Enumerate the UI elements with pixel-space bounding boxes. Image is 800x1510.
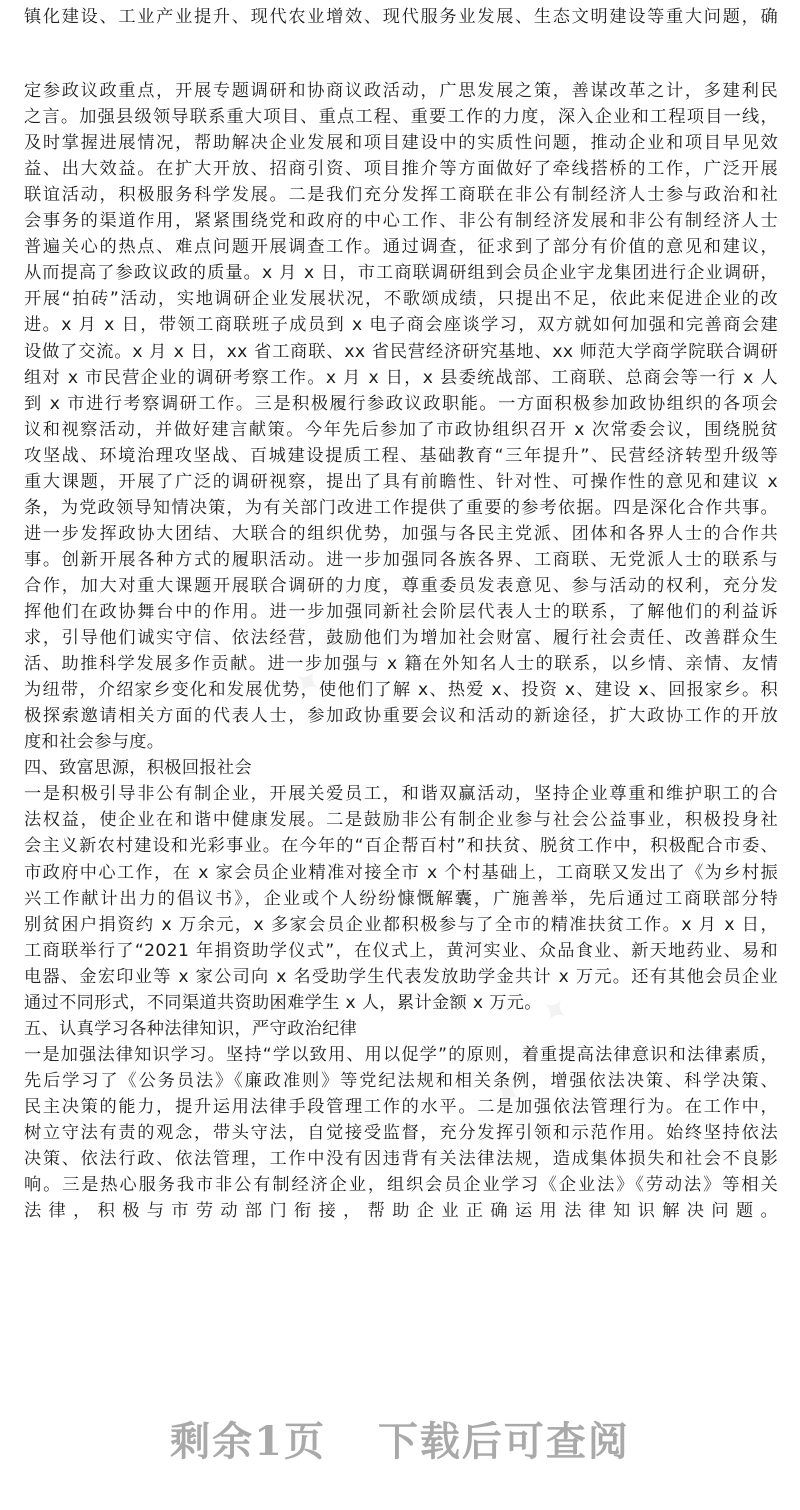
- section-heading: 四、致富思源，积极回报社会: [24, 758, 252, 779]
- text-line: 进。x 月 x 日，带领工商联班子成员到 x 电子商会座谈学习，双方就如何加强和完善商会建: [24, 315, 778, 336]
- text-line: 先后学习了《公务员法》《廉政准则》等党纪法规和相关条例，增强依法决策、科学决策、: [24, 1070, 778, 1091]
- text-line: 兴工作献计出力的倡议书》，企业或个人纷纷慷慨解囊，广施善举，先后通过工商联部分特: [24, 888, 778, 909]
- text-line: 重大课题，开展了广泛的调研视察，提出了具有前瞻性、针对性、可操作性的意见和建议 x: [24, 471, 778, 492]
- text-line: 进一步发挥政协大团结、大联合的组织优势，加强与各民主党派、团体和各界人士的合作共: [24, 523, 778, 544]
- text-line: 电器、金宏印业等 x 家公司向 x 名受助学生代表发放助学金共计 x 万元。还有其他会员企业: [24, 966, 778, 987]
- text-line: 开展“拍砖”活动，实地调研企业发展状况，不歌颂成绩，只提出不足，依此来促进企业的改: [24, 289, 778, 310]
- remaining-pages-label: 剩余1页: [170, 1418, 326, 1465]
- text-line: 市政府中心工作，在 x 家会员企业精准对接全市 x 个村基础上，工商联又发出了《为乡村振: [24, 862, 778, 883]
- text-line: 别贫困户捐资约 x 万余元，x 多家会员企业都积极参与了全市的精准扶贫工作。x 月 x 日，: [24, 914, 778, 935]
- text-line: 从而提高了参政议政的质量。x 月 x 日，市工商联调研组到会员企业宇龙集团进行企业调研，: [24, 263, 778, 284]
- download-hint-label: 下载后可查阅: [377, 1418, 630, 1465]
- text-line: 益、出大效益。在扩大开放、招商引资、项目推介等方面做好了牵线搭桥的工作，广泛开展: [24, 159, 778, 180]
- text-line: 求，引导他们诚实守信、依法经营，鼓励他们为增加社会财富、履行社会责任、改善群众生: [24, 628, 778, 649]
- watermark: ✦ ✦ ✦: [284, 574, 383, 706]
- text-line: 民主决策的能力，提升运用法律手段管理工作的水平。二是加强依法管理行为。在工作中，: [24, 1096, 778, 1117]
- text-line: 之言。加强县级领导联系重大项目、重点工程、重要工作的力度，深入企业和工程项目一线，: [24, 107, 778, 128]
- text-line: 一是加强法律知识学习。坚持“学以致用、用以促学”的原则，着重提高法律意识和法律素质，: [24, 1044, 778, 1065]
- text-line: 决策、依法行政、依法管理，工作中没有因违背有关法律法规，造成集体损失和社会不良影: [24, 1149, 778, 1170]
- section-heading: 五、认真学习各种法律知识，严守政治纪律: [24, 1018, 358, 1039]
- text-line: 议和视察活动，并做好建言献策。今年先后参加了市政协组织召开 x 次常委会议，围绕脱贫: [24, 419, 778, 440]
- text-line: 一是积极引导非公有制企业，开展关爱员工，和谐双赢活动，坚持企业尊重和维护职工的合: [24, 784, 778, 805]
- text-line: 会主义新农村建设和光彩事业。在今年的“百企帮百村”和扶贫、脱贫工作中，积极配合市委、: [24, 836, 778, 857]
- text-line: 树立守法有责的观念，带头守法，自觉接受监督，充分发挥引领和示范作用。始终坚持依法: [24, 1123, 778, 1143]
- text-line: 及时掌握进展情况，帮助解决企业发展和项目建设中的实质性问题，推动企业和项目早见效: [24, 133, 778, 154]
- text-line: 响。三是热心服务我市非公有制经济企业，组织会员企业学习《企业法》《劳动法》等相关: [24, 1175, 778, 1196]
- text-line: 事。创新开展各种方式的履职活动。进一步加强同各族各界、工商联、无党派人士的联系与: [24, 549, 778, 570]
- text-line: 定参政议政重点，开展专题调研和协商议政活动，广思发展之策，善谋改革之计，多建利民: [24, 81, 778, 101]
- watermark: ✦ ✦ ✦: [484, 984, 583, 1116]
- text-line: 设做了交流。x 月 x 日，xx 省工商联、xx 省民营经济研究基地、xx 师范大学商学院联合调研: [24, 341, 778, 362]
- text-line: 联谊活动，积极服务科学发展。二是我们充分发挥工商联在非公有制经济人士参与政治和社: [24, 185, 778, 206]
- text-line: 条，为党政领导知情决策，为有关部门改进工作提供了重要的参考依据。四是深化合作共事。: [24, 497, 778, 518]
- text-line: 法律，积极与市劳动部门衔接，帮助企业正确运用法律知识解决问题。: [24, 1201, 778, 1222]
- download-banner[interactable]: [0, 1410, 800, 1467]
- text-line: 活、助推科学发展多作贡献。进一步加强与 x 籍在外知名人士的联系，以乡情、亲情、友情: [24, 654, 778, 675]
- text-line: 组对 x 市民营企业的调研考察工作。x 月 x 日，x 县委统战部、工商联、总商会等一行 x 人: [24, 367, 778, 388]
- text-line: 通过不同形式，不同渠道共资助困难学生 x 人，累计金额 x 万元。: [24, 992, 542, 1013]
- text-line: 极探索邀请相关方面的代表人士，参加政协重要会议和活动的新途径，扩大政协工作的开放: [24, 706, 778, 727]
- text-line: 镇化建设、工业产业提升、现代农业增效、现代服务业发展、生态文明建设等重大问题，确: [24, 7, 778, 27]
- text-line: 会事务的渠道作用，紧紧围绕党和政府的中心工作、非公有制经济发展和非公有制经济人士: [24, 211, 778, 232]
- text-line: 工商联举行了“2021 年捐资助学仪式”，在仪式上，黄河实业、众品食业、新天地药业、易和: [24, 940, 778, 961]
- text-line: 法权益，使企业在和谐中健康发展。二是鼓励非公有制企业参与社会公益事业，积极投身社: [24, 810, 778, 831]
- text-line: 攻坚战、环境治理攻坚战、百城建设提质工程、基础教育“三年提升”、民营经济转型升级等: [24, 445, 778, 466]
- text-line: 度和社会参与度。: [24, 732, 165, 753]
- text-line: 挥他们在政协舞台中的作用。进一步加强同新社会阶层代表人士的联系，了解他们的利益诉: [24, 602, 778, 622]
- text-line: 普遍关心的热点、难点问题开展调查工作。通过调查，征求到了部分有价值的意见和建议，: [24, 237, 778, 258]
- text-line: 合作，加大对重大课题开展联合调研的力度，尊重委员发表意见、参与活动的权利，充分发: [24, 575, 778, 596]
- text-line: 到 x 市进行考察调研工作。三是积极履行参政议政职能。一方面积极参加政协组织的各项会: [24, 393, 778, 414]
- text-line: 为纽带，介绍家乡变化和发展优势，使他们了解 x、热爱 x、投资 x、建设 x、回报家乡。积: [24, 680, 778, 701]
